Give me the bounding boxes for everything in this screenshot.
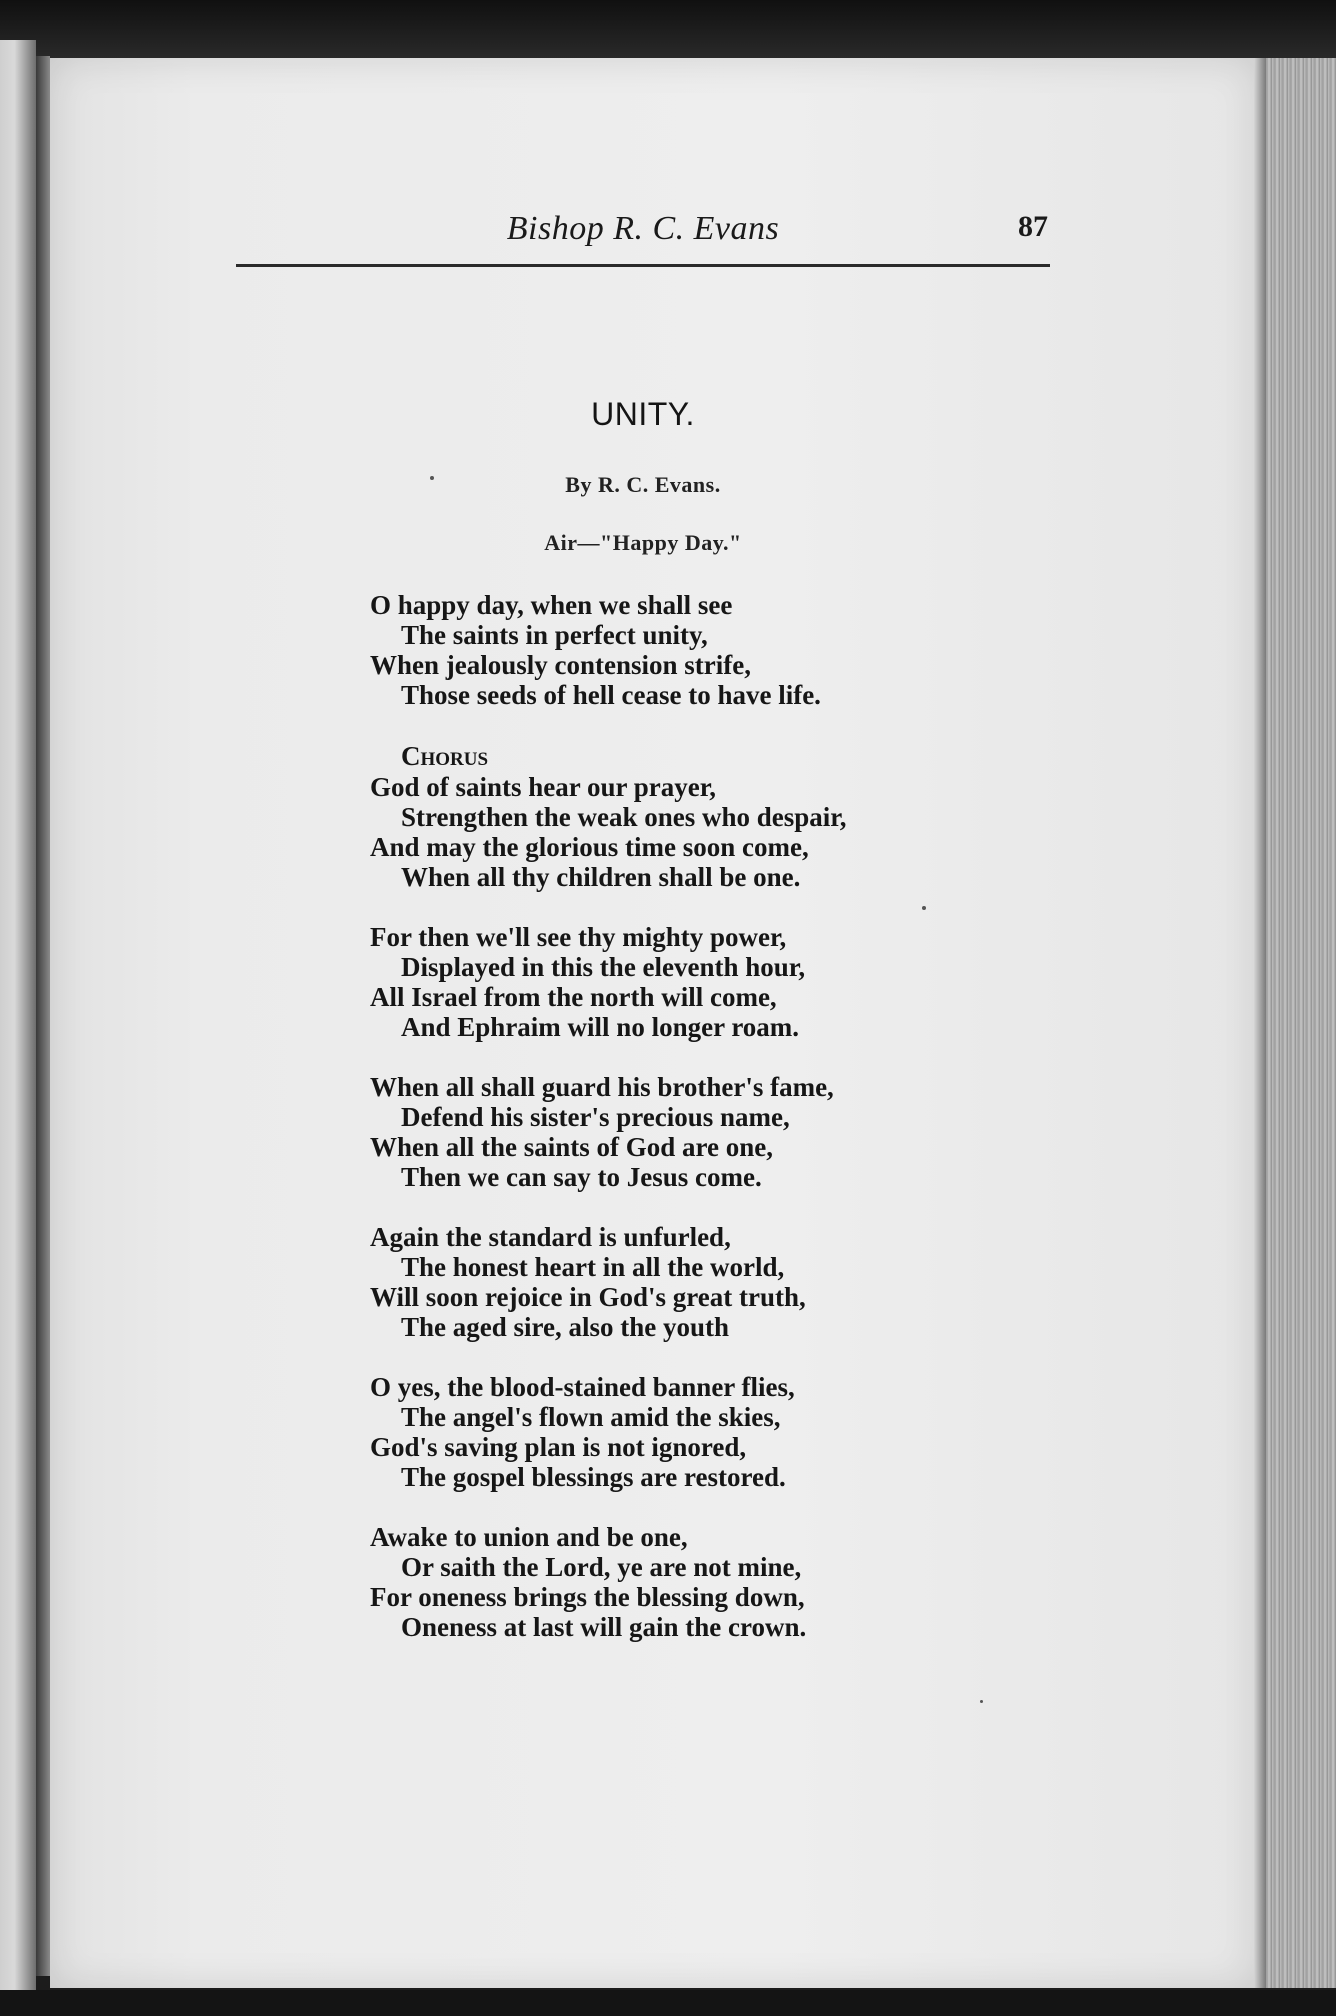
chorus-label: Chorus <box>401 741 489 771</box>
running-header <box>236 206 1050 266</box>
stanza <box>370 590 990 710</box>
print-speck <box>430 476 434 480</box>
verse-line: When all thy children shall be one. <box>401 862 801 892</box>
verse-line: God of saints hear our prayer, <box>370 772 717 802</box>
verse-line: The honest heart in all the world, <box>401 1252 785 1282</box>
verse-line: Again the standard is unfurled, <box>370 1222 731 1252</box>
verse-line: O happy day, when we shall see <box>370 590 733 620</box>
poem-body <box>370 590 990 1672</box>
page-stack-shadow <box>1254 58 1266 1988</box>
verse-line: When all the saints of God are one, <box>370 1132 774 1162</box>
poem-byline: By R. C. Evans. <box>565 472 721 497</box>
verse-line: O yes, the blood-stained banner flies, <box>370 1372 795 1402</box>
print-speck <box>980 1700 983 1703</box>
verse-line: The saints in perfect unity, <box>401 620 708 650</box>
page-number: 87 <box>1018 210 1048 243</box>
stanza <box>370 1522 990 1642</box>
verse-line: All Israel from the north will come, <box>370 982 777 1012</box>
stanza <box>370 1222 990 1342</box>
print-speck <box>922 906 926 910</box>
verse-line: When jealously contension strife, <box>370 650 751 680</box>
verse-line: Strengthen the weak ones who despair, <box>401 802 847 832</box>
header-rule <box>236 264 1050 267</box>
chorus-stanza <box>370 740 990 892</box>
page-gutter <box>36 56 50 1976</box>
poem-title: UNITY. <box>591 396 695 432</box>
scan-top-border <box>0 0 1336 60</box>
verse-line: Displayed in this the eleventh hour, <box>401 952 806 982</box>
poem-air: Air—"Happy Day." <box>544 530 742 555</box>
verse-line: Oneness at last will gain the crown. <box>401 1612 807 1642</box>
verse-line: And may the glorious time soon come, <box>370 832 809 862</box>
verse-line: For then we'll see thy mighty power, <box>370 922 787 952</box>
verse-line: The angel's flown amid the skies, <box>401 1402 781 1432</box>
verse-line: The aged sire, also the youth <box>401 1312 730 1342</box>
verse-line: Awake to union and be one, <box>370 1522 688 1552</box>
verse-line: Defend his sister's precious name, <box>401 1102 790 1132</box>
verse-line: Or saith the Lord, ye are not mine, <box>401 1552 802 1582</box>
verse-line: Those seeds of hell cease to have life. <box>401 680 821 710</box>
running-header-title: Bishop R. C. Evans <box>506 210 780 247</box>
stanza <box>370 922 990 1042</box>
book-spine <box>0 40 36 2000</box>
page-stack-edge <box>1256 58 1336 1988</box>
verse-line: God's saving plan is not ignored, <box>370 1432 747 1462</box>
stanza <box>370 1072 990 1192</box>
stanza <box>370 1372 990 1492</box>
verse-line: For oneness brings the blessing down, <box>370 1582 805 1612</box>
verse-line: And Ephraim will no longer roam. <box>401 1012 800 1042</box>
scan-bottom-border <box>0 1990 1336 2016</box>
verse-line: The gospel blessings are restored. <box>401 1462 786 1492</box>
verse-line: Then we can say to Jesus come. <box>401 1162 762 1192</box>
verse-line: When all shall guard his brother's fame, <box>370 1072 834 1102</box>
verse-line: Will soon rejoice in God's great truth, <box>370 1282 806 1312</box>
